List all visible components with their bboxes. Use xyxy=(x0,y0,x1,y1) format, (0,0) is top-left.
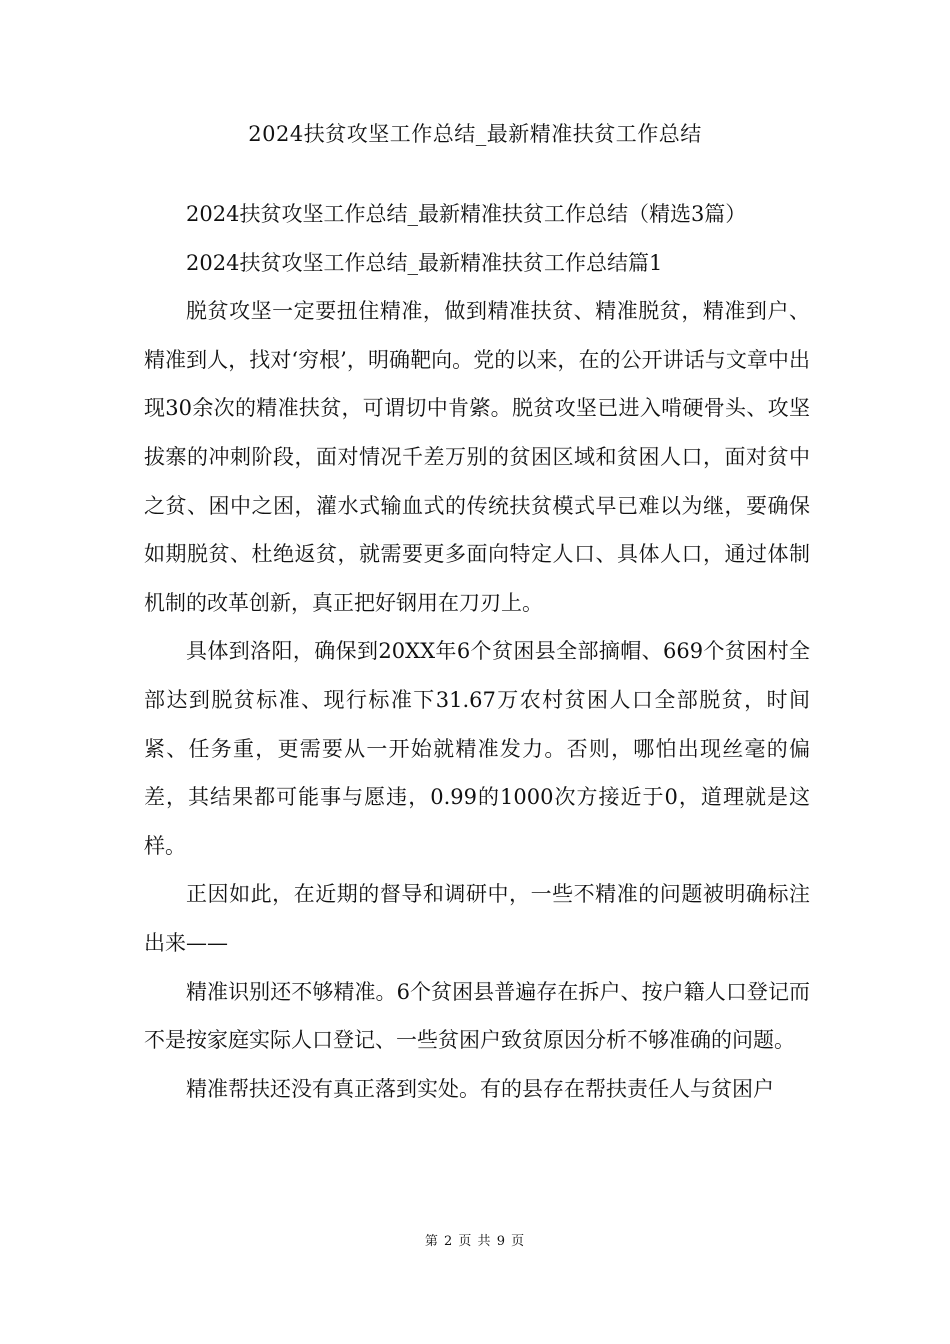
paragraph: 正因如此，在近期的督导和调研中，一些不精准的问题被明确标注出来—— xyxy=(144,882,810,955)
paragraph-section-heading: 2024扶贫攻坚工作总结_最新精准扶贫工作总结篇1 xyxy=(186,250,663,275)
paragraph: 精准帮扶还没有真正落到实处。有的县存在帮扶责任人与贫困户 xyxy=(186,1076,774,1101)
page-footer: 第 2 页 共 9 页 xyxy=(424,1234,526,1249)
document-body xyxy=(144,190,810,1113)
paragraph: 脱贫攻坚一定要扭住精准，做到精准扶贫、精准脱贫，精准到户、精准到人，找对‘穷根’，明确靶向。党的以来，在的公开讲话与文章中出现30余次的精准扶贫，可谓切中肯綮。脱贫攻坚已进入啃硬骨头、攻坚拔寨的冲刺阶段，面对情况千差万别的贫困区域和贫困人口，面对贫中之贫、困中之困，灌水式输血式的传统扶贫模式早已难以为继，要确保如期脱贫、杜绝返贫，就需要更多面向特定人口、具体人口，通过体制机制的改革创新，真正把好钢用在刀刃上。 xyxy=(144,299,810,615)
document-title: 2024扶贫攻坚工作总结_最新精准扶贫工作总结 xyxy=(248,122,702,146)
paragraph-subtitle: 2024扶贫攻坚工作总结_最新精准扶贫工作总结（精选3篇） xyxy=(186,202,747,226)
paragraph: 具体到洛阳，确保到20XX年6个贫困县全部摘帽、669个贫困村全部达到脱贫标准、现行标准下31.67万农村贫困人口全部脱贫，时间紧、任务重，更需要从一开始就精准发力。否则，哪怕出现丝毫的偏差，其结果都可能事与愿违，0.99的1000次方接近于0，道理就是这样。 xyxy=(144,639,810,858)
paragraph: 精准识别还不够精准。6个贫困县普遍存在拆户、按户籍人口登记而不是按家庭实际人口登记、一些贫困户致贫原因分析不够准确的问题。 xyxy=(144,979,810,1053)
